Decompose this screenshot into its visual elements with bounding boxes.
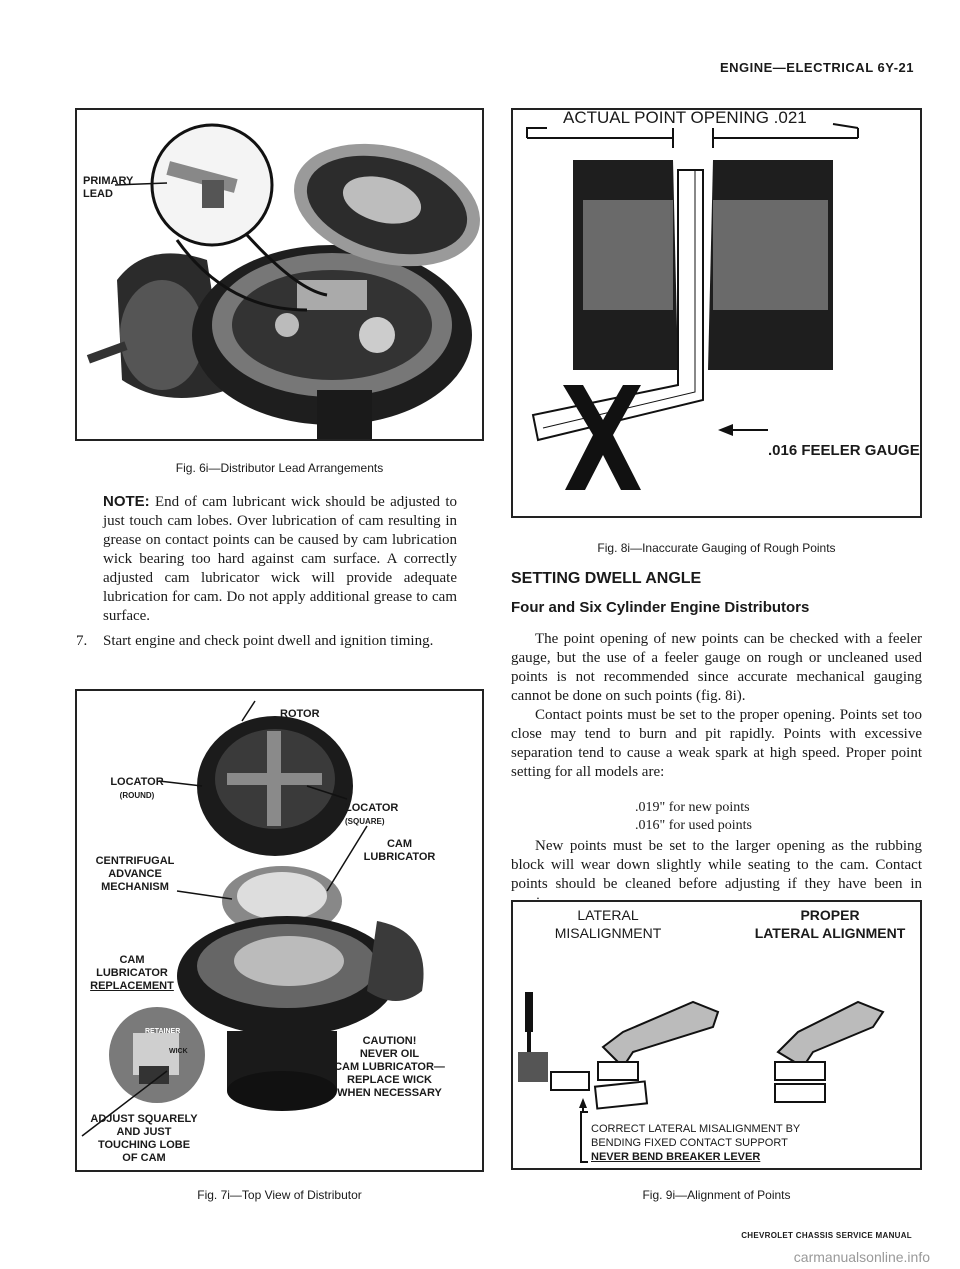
figure-8i	[511, 108, 922, 518]
paragraph-3: New points must be set to the larger opening as the rubbing block will wear down slightly while seating to the cam. Contact points should be cleaned before adjusting if they have been in	[511, 838, 922, 892]
caution-label: CAUTION! NEVER OIL CAM LUBRICATOR— REPLACE WICK WHEN NECESSARY	[334, 1035, 445, 1099]
wick-label: WICK	[169, 1048, 188, 1055]
cam-lubricator-replacement-label: CAM LUBRICATOR REPLACEMENT	[90, 954, 174, 992]
retainer-label: RETAINER	[145, 1028, 181, 1035]
paragraph-1: The point opening of new points can be checked with a feeler gauge, but the use of a feeler gauge on rough or uncleaned used points is not recommended since accurate mechanical gauging cannot be done on such points (fig. 8i).	[511, 631, 922, 704]
distributor-lead-illustration	[77, 110, 482, 439]
fig9-caption: Fig. 9i—Alignment of Points	[642, 1188, 791, 1202]
primary-lead-label: PRIMARY LEAD	[83, 175, 134, 200]
locator-round-label: LOCATOR (ROUND)	[110, 776, 164, 800]
centrifugal-advance-label: CENTRIFUGAL ADVANCE MECHANISM	[95, 855, 175, 893]
cam-lubricator-label: CAM LUBRICATOR	[363, 838, 436, 863]
page-footer: CHEVROLET CHASSIS SERVICE MANUAL	[741, 1231, 912, 1240]
adjust-squarely-label: ADJUST SQUARELY AND JUST TOUCHING LOBE OF CAM	[90, 1113, 198, 1164]
actual-point-opening-label: ACTUAL POINT OPENING .021	[563, 108, 807, 127]
section-heading: SETTING DWELL ANGLE	[511, 570, 702, 587]
lateral-misalignment-label: LATERAL MISALIGNMENT	[554, 907, 662, 941]
fig6-caption: Fig. 6i—Distributor Lead Arrangements	[175, 461, 384, 475]
section-subheading: Four and Six Cylinder Engine Distributors	[511, 599, 810, 616]
rotor-label: ROTOR	[280, 708, 320, 720]
step-7-number: 7.	[76, 633, 88, 649]
proper-alignment-label: PROPER LATERAL ALIGNMENT	[754, 907, 906, 941]
watermark: carmanualsonline.info	[793, 1249, 930, 1265]
note-paragraph: NOTE: End of cam lubricant wick should be adjusted to just touch cam lobes. Over lubrication of cam resulting in grease on contact points can be caused by cam lubrication wick bearing too hard against cam surface. A correctly adjusted cam lubricator wick will provide adequate lubrication for cam. Do not apply additional grease to cam surface.	[103, 493, 457, 624]
figure-6i	[75, 108, 484, 441]
step-7-text: Start engine and check point dwell and ignition timing.	[103, 633, 434, 649]
fig8-caption: Fig. 8i—Inaccurate Gauging of Rough Points	[597, 541, 836, 555]
paragraph-2: Contact points must be set to the proper opening. Points set too close may tend to burn and pit rapidly. Points with excessive separation tend to cause a weak spark at high speed. Proper point setting for all models are:	[511, 707, 922, 780]
spec-new-points: .019" for new points	[635, 800, 750, 815]
feeler-gauge-label: .016 FEELER GAUGE	[768, 442, 920, 459]
page-header: ENGINE—ELECTRICAL 6Y-21	[719, 60, 914, 75]
figure-7i	[75, 689, 484, 1172]
fig7-caption: Fig. 7i—Top View of Distributor	[197, 1188, 362, 1202]
figure-9i	[511, 900, 922, 1170]
locator-square-label: LOCATOR (SQUARE)	[345, 802, 399, 826]
correct-misalignment-label: CORRECT LATERAL MISALIGNMENT BY BENDING FIXED CONTACT SUPPORT NEVER BEND BREAKER LEVER	[591, 1123, 801, 1163]
spec-used-points: .016" for used points	[635, 818, 752, 833]
